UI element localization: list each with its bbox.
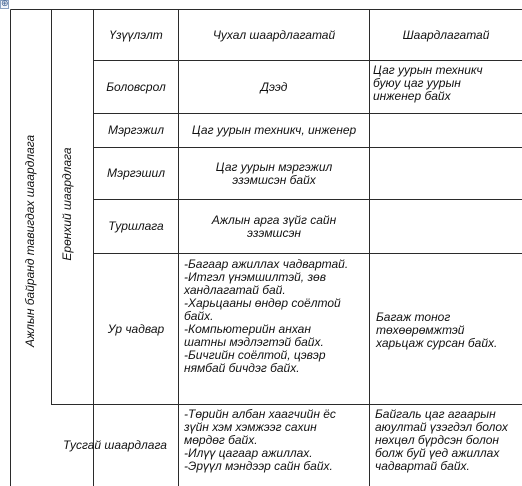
text-line: шатны мэдлэгтэй байх.	[184, 335, 324, 349]
experience-required	[370, 200, 522, 253]
special-essential	[184, 408, 364, 473]
text-line: Багаж тоног	[376, 310, 451, 324]
text-line: Байгаль цаг агаарын	[375, 407, 496, 421]
text-line: -Харьцааны өндөр соёлтой	[184, 296, 341, 310]
row-label-skill: Мэргэшил	[107, 166, 165, 180]
text-line: -Эрүүл мэндээр сайн байх.	[184, 459, 333, 473]
header-essential: Чухал шаардлагатай	[212, 27, 336, 42]
text-line: мөрдөг байх.	[184, 433, 258, 447]
profession-required	[370, 114, 522, 147]
text-line: -Итгэл үнэмшилтэй, зөв	[184, 270, 326, 284]
text-line: Цаг уурын мэргэжил	[215, 159, 333, 174]
text-line: инженер байх	[373, 89, 451, 103]
row-label-profession: Мэргэжил	[107, 123, 165, 137]
text-line: зүйн хэм хэмжээг сахин	[184, 420, 317, 434]
special-required	[375, 408, 518, 473]
education-essential: Дээд	[260, 79, 288, 94]
text-line: -Бичгийн соёлтой, цэвэр	[184, 348, 326, 362]
skill-essential	[179, 148, 369, 199]
text-line: харьцаж сурсан байх.	[376, 336, 498, 350]
text-line: Ажлын арга зүйг сайн	[211, 212, 337, 227]
header-required: Шаардлагатай	[402, 27, 490, 42]
skill-required	[370, 148, 522, 199]
row-label-education: Боловсрол	[106, 79, 166, 94]
text-line: -Багаар ажиллах чадвартай.	[184, 257, 349, 271]
text-line: төхөөрөмжтэй	[376, 323, 465, 337]
text-line: эзэмшсэн	[246, 225, 302, 240]
competency-essential	[184, 258, 364, 375]
text-line: байх.	[184, 309, 214, 323]
general-vertical-label: Ерөнхий шаардлага	[60, 147, 74, 261]
experience-essential	[179, 200, 369, 253]
text-line: чадвартай байх.	[375, 459, 470, 473]
text-line: буюу цаг уурын	[373, 76, 461, 90]
competency-required	[376, 311, 518, 350]
text-line: -Илүү цагаар ажиллах.	[184, 446, 313, 460]
text-line: эзэмшсэн байх	[232, 172, 316, 187]
row-label-experience: Туршлага	[108, 219, 164, 233]
text-line: Цаг уурын техникч	[373, 63, 483, 77]
header-indicator: Үзүүлэлт	[109, 27, 163, 42]
text-line: нямбай бичдэг байх.	[184, 361, 300, 375]
text-line: хандлагатай бай.	[184, 283, 286, 297]
profession-essential: Цаг уурын техникч, инженер	[191, 123, 357, 137]
text-line: болж буй үед ажиллах	[375, 446, 500, 460]
outer-vertical-label: Ажлын байранд тавигдах шаардлага	[23, 134, 37, 347]
text-line: нөхцөл бүрдсэн болон	[375, 433, 500, 447]
text-line: аюултай үзэгдэл болох	[375, 420, 508, 434]
move-anchor-icon[interactable]: ⊕	[1, 0, 9, 9]
row-label-competency: Ур чадвар	[107, 321, 165, 336]
row-label-special: Тусгай шаардлага	[63, 438, 167, 452]
education-required	[373, 64, 518, 103]
text-line: -Төрийн албан хаагчийн ёс	[184, 407, 336, 421]
text-line: -Компьютерийн анхан	[184, 322, 311, 336]
